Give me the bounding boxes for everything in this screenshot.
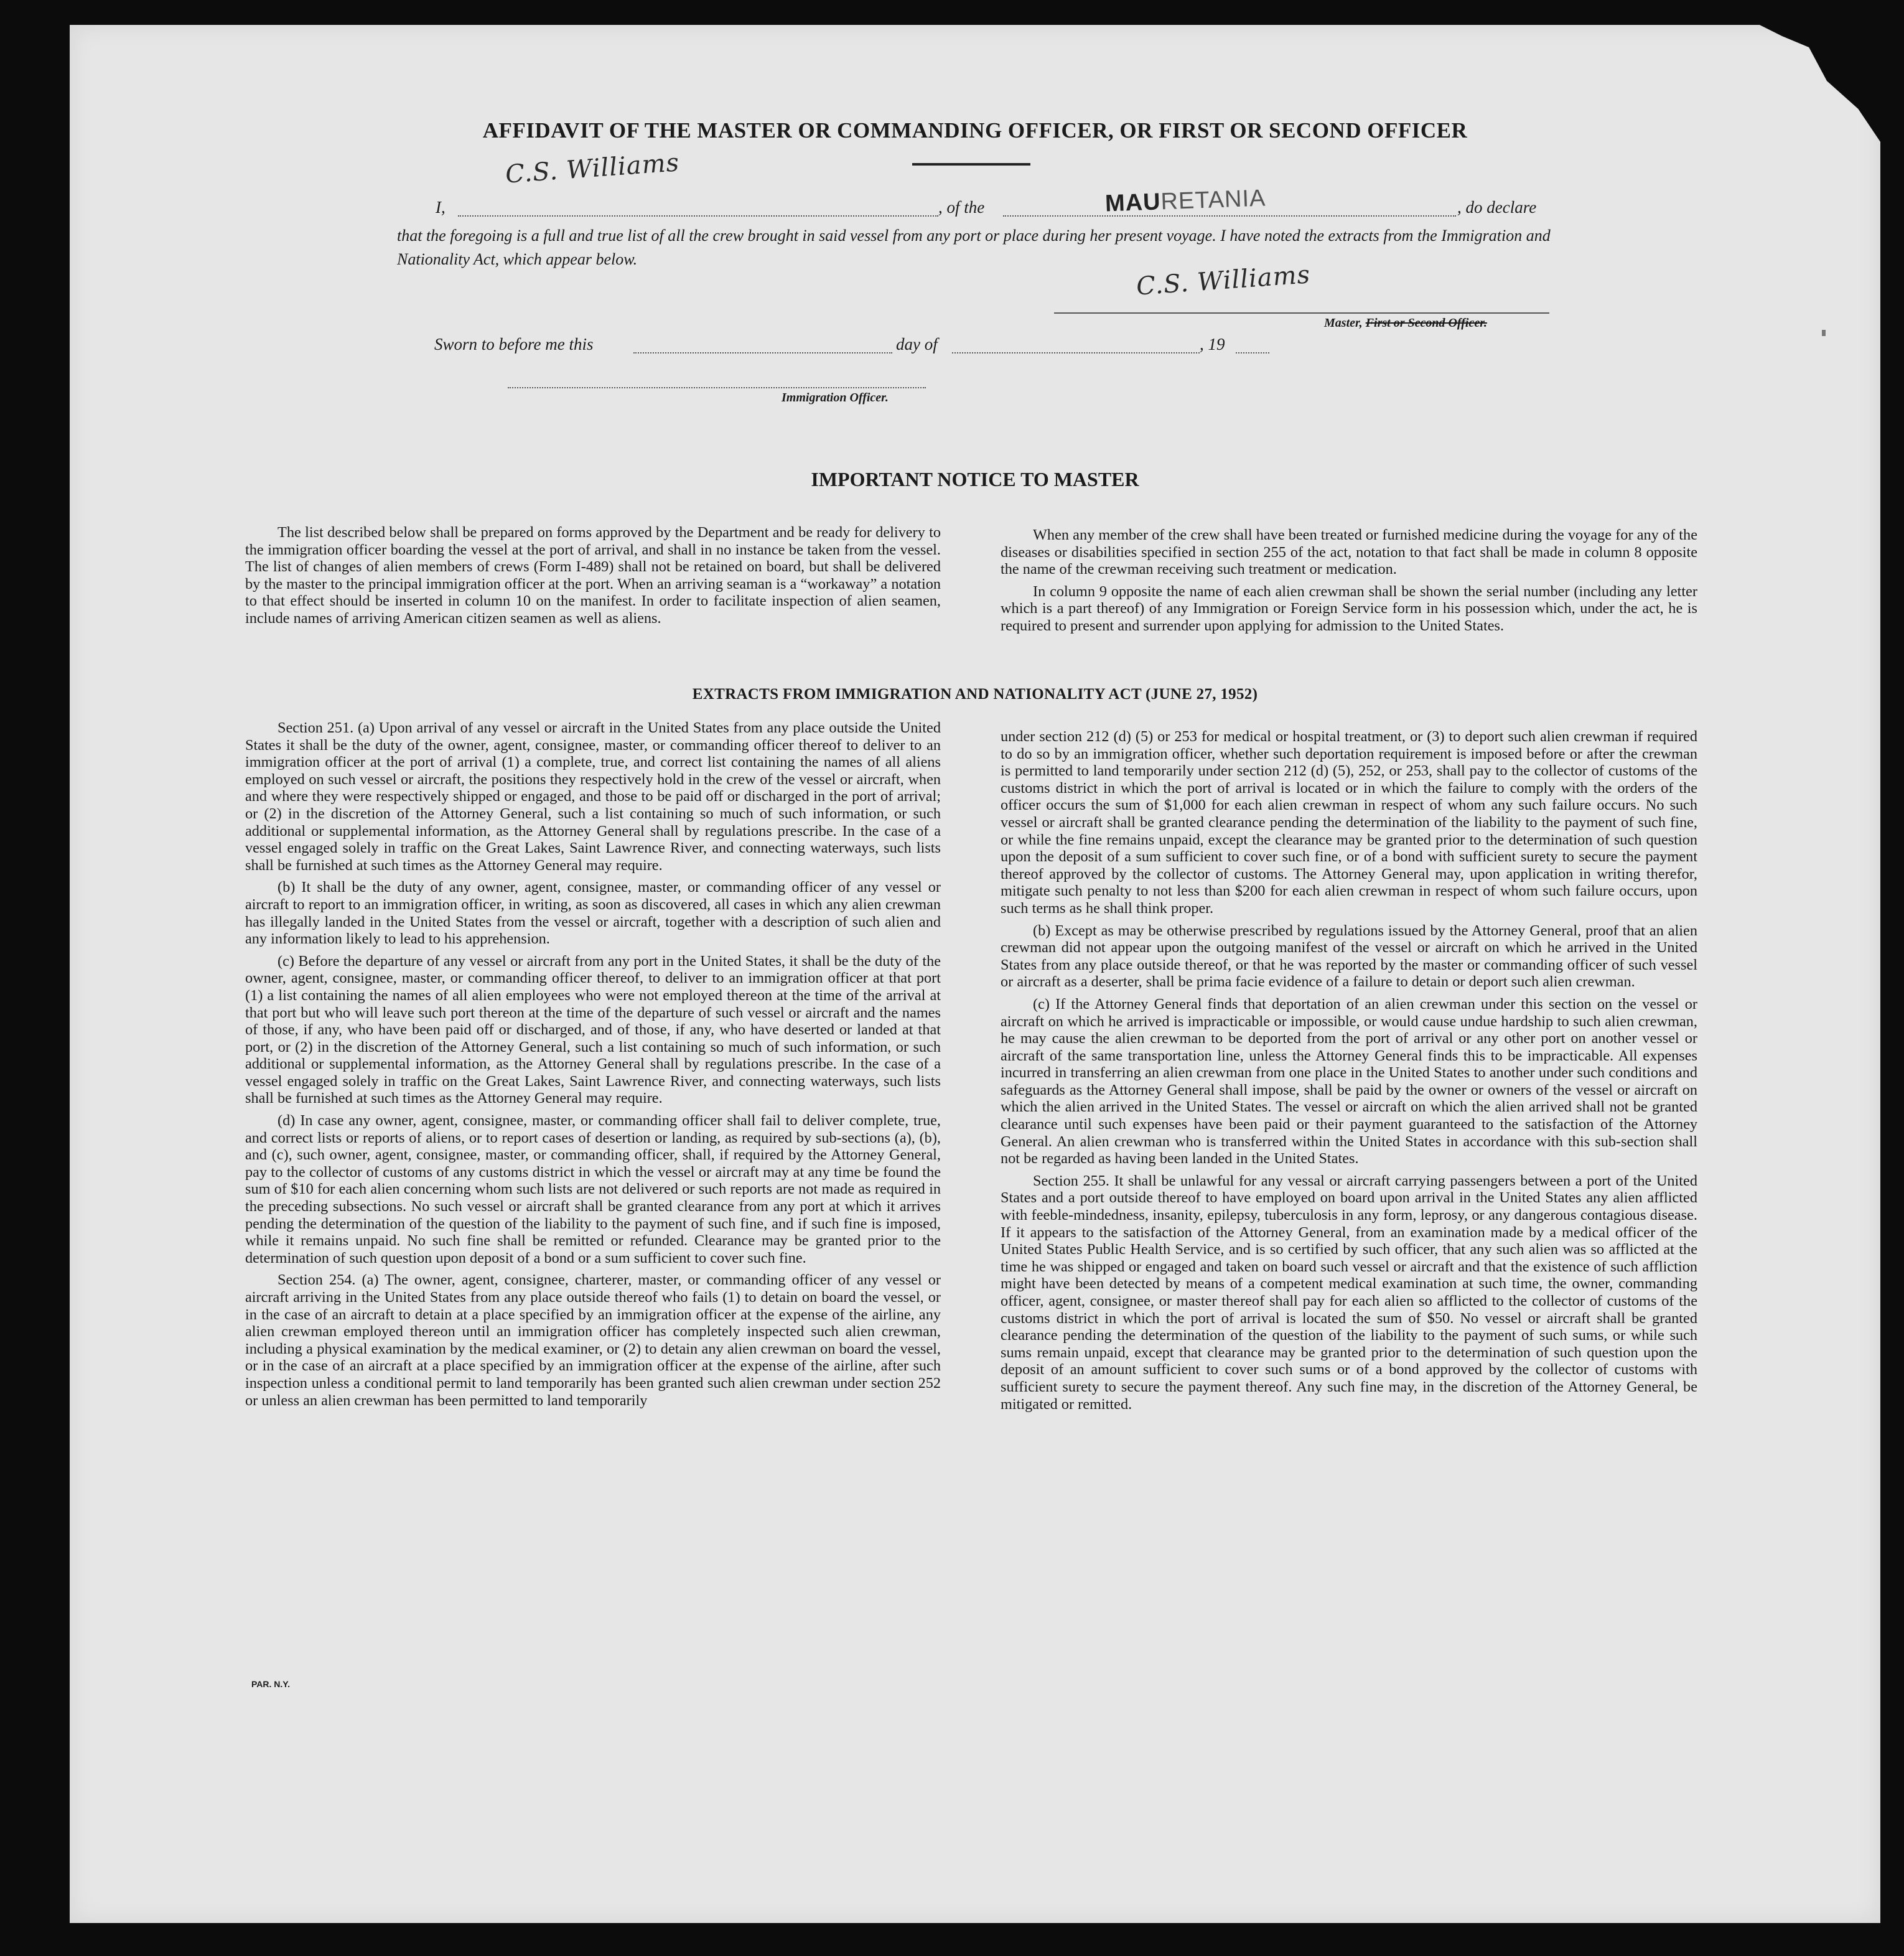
do-declare-label: , do declare — [1457, 198, 1537, 217]
sworn-day-line — [633, 352, 892, 353]
section-254-a-continued: under section 212 (d) (5) or 253 for medical or hospital treatment, or (3) to deport such alien crewman if required to do so by an immigration officer, whether such deportation requirement is imposed before or after the crewman is permitted to land temporarily under section 212 (d) (5), 252, or 253, shall pay to the collector of customs of the customs district in which the port of arrival is located or in which the failure to comply with the orders of the officer occurs the sum of $1,000 for each alien crewman in respect of whom any such failure occurs. No such vessel or aircraft shall be granted clearance pending the determination of the liability to the payment of such fine, or while the fine remains unpaid, except the clearance may be granted prior to the determination of such question upon the deposit of a sum sufficient to cover such fine, or of a bond with sufficient surety to secure the payment thereof approved by the collector of customs. The Attorney General may, upon application in writing therefor, mitigate such penalty to not less than $200 for each alien crewman in respect of whom such failure occurs, upon such terms as he shall think proper. — [1001, 728, 1697, 917]
section-251-a: Section 251. (a) Upon arrival of any vessel or aircraft in the United States from any place outside the United States it shall be the duty of the owner, agent, consignee, master, or commanding officer thereof to deliver to an immigration officer at the port of arrival (1) a complete, true, and correct list containing the names of all aliens employed on such vessel or aircraft, the positions they respectively hold in the crew of the vessel or aircraft, when and where they were respectively shipped or engaged, and those to be paid off or discharged in the port of arrival; or (2) in the discretion of the Attorney General, such a list containing so much of such information, or such additional or supplemental information, as the Attorney General shall by regulations prescribe. In the case of a vessel engaged solely in traffic on the Great Lakes, Saint Lawrence River, and connecting waterways, such lists shall be furnished at such times as the Attorney General may require. — [245, 719, 941, 874]
vessel-name-light: RETANIA — [1160, 185, 1267, 215]
notice-left-text: The list described below shall be prepared on forms approved by the Department and be ready for delivery to the immigration officer boarding the vessel at the port of arrival, and shall in no instance be taken from the vessel. The list of changes of alien members of crews (Form I-489) shall not be retained on board, but shall be delivered by the master to the principal immigration officer at the port. When an arriving seaman is a “workaway” a notation to that effect should be inserted in column 10 on the manifest. In order to facilitate inspection of alien seamen, include names of arriving American citizen seamen as well as aliens. — [245, 524, 941, 627]
notice-left-column — [245, 524, 941, 632]
section-254-a: Section 254. (a) The owner, agent, consignee, charterer, master, or commanding officer of any vessel or aircraft arriving in the United States from any place outside thereof who fails (1) to detain on board the vessel, or in the case of an aircraft to detain at a place specified by an immigration officer at the expense of the airline, any alien crewman employed thereon until an immigration officer has completely inspected such alien crewman, including a physical examination by the medical examiner, or (2) to detain any alien crewman on board the vessel, or in the case of an aircraft at a place specified by an immigration officer at the expense of the airline, after such inspection unless a conditional permit to land temporarily has been granted such alien crewman under section 252 or unless an alien crewman has been permitted to land temporarily — [245, 1271, 941, 1409]
sworn-month-line — [952, 352, 1200, 353]
master-label — [1324, 316, 1487, 330]
year-label: , 19 — [1200, 335, 1225, 353]
affidavit-title: AFFIDAVIT OF THE MASTER OR COMMANDING OFFICER, OR FIRST OR SECOND OFFICER — [482, 118, 1468, 143]
of-the-label: , of the — [938, 198, 985, 217]
section-254-c: (c) If the Attorney General finds that deportation of an alien crewman under this section on the vessel or aircraft on which he arrived is impracticable or impossible, or would cause undue hardship to such alien crewman, he may cause the alien crewman to be deported from the port of arrival or any other port on another vessel or aircraft of the same transportation line, unless the Attorney General finds this to be impracticable. All expenses incurred in transferring an alien crewman from one place in the United States to another under such conditions and safeguards as the Attorney General shall impose, shall be paid by the owner or owners of the vessel or aircraft on which the alien arrived in the United States. The vessel or aircraft on which the alien arrived shall not be granted clearance until such expenses have been paid or their payment guaranteed to the satisfaction of the Attorney General. An alien crewman who is transferred within the United States in accordance with this sub-section shall not be regarded as having been landed in the United States. — [1001, 995, 1697, 1168]
name-line — [458, 215, 938, 217]
notice-right-para-1: When any member of the crew shall have been treated or furnished medicine during the voyage for any of the diseases or disabilities specified in section 255 of the act, notation to that fact shall be made in column 8 opposite the name of the crewman receiving such treatment or medication. — [1001, 526, 1697, 578]
vessel-name-bold: MAU — [1104, 189, 1162, 217]
master-signature: C.S. Williams — [1135, 260, 1312, 301]
immigration-officer-label: Immigration Officer. — [782, 391, 889, 405]
handwritten-name: C.S. Williams — [504, 148, 681, 189]
i-label: I, — [436, 198, 446, 217]
master-text: Master, — [1324, 316, 1363, 330]
notice-right-para-2: In column 9 opposite the name of each alien crewman shall be shown the serial number (including any letter which is a part thereof) of any Immigration or Foreign Service form in his possession which, under the act, he is required to present and surrender upon applying for admission to the United States. — [1001, 583, 1697, 634]
section-255: Section 255. It shall be unlawful for any vessal or aircraft carrying passengers between a port of the United States and a port outside thereof to have employed on board upon arrival in the United States any alien afflicted with feeble-mindedness, insanity, epilepsy, tuberculosis in any form, leprosy, or any dangerous contagious disease. If it appears to the satisfaction of the Attorney General, from an examination made by a medical officer of the United States Public Health Service, and is so certified by such officer, that any such alien was so afflicted at the time he was shipped or engaged and taken on board such vessel or aircraft and that the existence of such affliction might have been detected by means of a competent medical examination at such time, the owner, commanding officer, agent, consignee, or master thereof shall pay for each alien so afflicted to the collector of customs of the customs district in which the port of arrival is located the sum of $50. No vessel or aircraft shall be granted clearance pending the determination of the question of the liability to the payment of such sums, or while such sums remain unpaid, except that clearance may be granted prior to the determination of such question upon the deposit of an amount sufficient to cover such sums or of a bond approved by the collector of customs with sufficient surety to secure the payment thereof. Any such fine may, in the discretion of the Attorney General, be mitigated or remitted. — [1001, 1172, 1697, 1413]
extracts-left-column — [245, 719, 941, 1414]
day-of-label: day of — [896, 335, 938, 353]
extracts-title: EXTRACTS FROM IMMIGRATION AND NATIONALITY ACT (JUNE 27, 1952) — [692, 686, 1258, 703]
section-251-d: (d) In case any owner, agent, consignee, master, or commanding officer shall fail to deliver complete, true, and correct lists or reports of aliens, or to report cases of desertion or landing, as required by sub-sections (a), (b), and (c), such owner, agent, consignee, master, or commanding officer, shall, if required by the Attorney General, pay to the collector of customs of any customs district in which the vessel or aircraft may at any time be found the sum of $10 for each alien concerning whom such lists are not delivered or such reports are not made as required in the preceding subsections. No such vessel or aircraft shall be granted clearance from any port at which it arrives pending the determination of the question of the liability to the payment of such fine, and if such fine is imposed, while it remains unpaid. No such fine shall be remitted or refunded. Clearance may be granted prior to the determination of such question upon deposit of a bond or a sum sufficient to cover such fine. — [245, 1112, 941, 1266]
section-254-b: (b) Except as may be otherwise prescribed by regulations issued by the Attorney General, proof that an alien crewman did not appear upon the outgoing manifest of the vessel or aircraft on which he arrived in the United States from any place outside thereof, or that he was reported by the master or commanding officer of such vessel or aircraft as a deserter, shall be prima facie evidence of a failure to detain or deport such alien crewman. — [1001, 922, 1697, 991]
title-rule — [912, 163, 1030, 166]
struck-officer-text: First or Second Officer. — [1365, 316, 1487, 330]
notice-right-column — [1001, 526, 1697, 640]
vessel-line — [1003, 215, 1456, 217]
extracts-right-column — [1001, 728, 1697, 1418]
affidavit-statement: that the foregoing is a full and true list of all the crew brought in said vessel from any port or place during her present voyage. I have noted the extracts from the Immigration and Nationality Act, which appear below. — [397, 227, 1551, 268]
vessel-name-stamp — [1104, 185, 1266, 218]
year-line — [1236, 352, 1269, 353]
section-251-c: (c) Before the departure of any vessel or aircraft from any port in the United States, it shall be the duty of the owner, agent, consignee, master, or commanding officer thereof, to deliver to an immigration officer at that port (1) a list containing the names of all alien employees who were not employed thereon at the time of the arrival at that port but who will leave such port thereon at the time of the departure of such vessel or aircraft and the names of those, if any, who have been paid off or discharged, and of those, if any, who have deserted or landed at that port, or (2) in the discretion of the Attorney General, such a list containing so much of such information, or such additional or supplemental information, as the Attorney General shall by regulations prescribe. In the case of a vessel engaged solely in traffic on the Great Lakes, Saint Lawrence River, and connecting waterways, such lists shall be furnished at such times as the Attorney General may require. — [245, 952, 941, 1107]
notice-title: IMPORTANT NOTICE TO MASTER — [811, 468, 1139, 490]
sworn-label: Sworn to before me this — [434, 335, 594, 353]
printer-mark: PAR. N.Y. — [251, 1679, 290, 1689]
section-251-b: (b) It shall be the duty of any owner, agent, consignee, master, or commanding officer of any vessel or aircraft to report to an immigration officer, in writing, as soon as discovered, all cases in which any alien crewman has illegally landed in the United States from the vessel or aircraft, together with a description of such alien and any information likely to lead to his apprehension. — [245, 879, 941, 948]
paper-speck — [1822, 330, 1826, 336]
officer-signature-line — [508, 387, 926, 388]
signature-line — [1054, 312, 1549, 314]
